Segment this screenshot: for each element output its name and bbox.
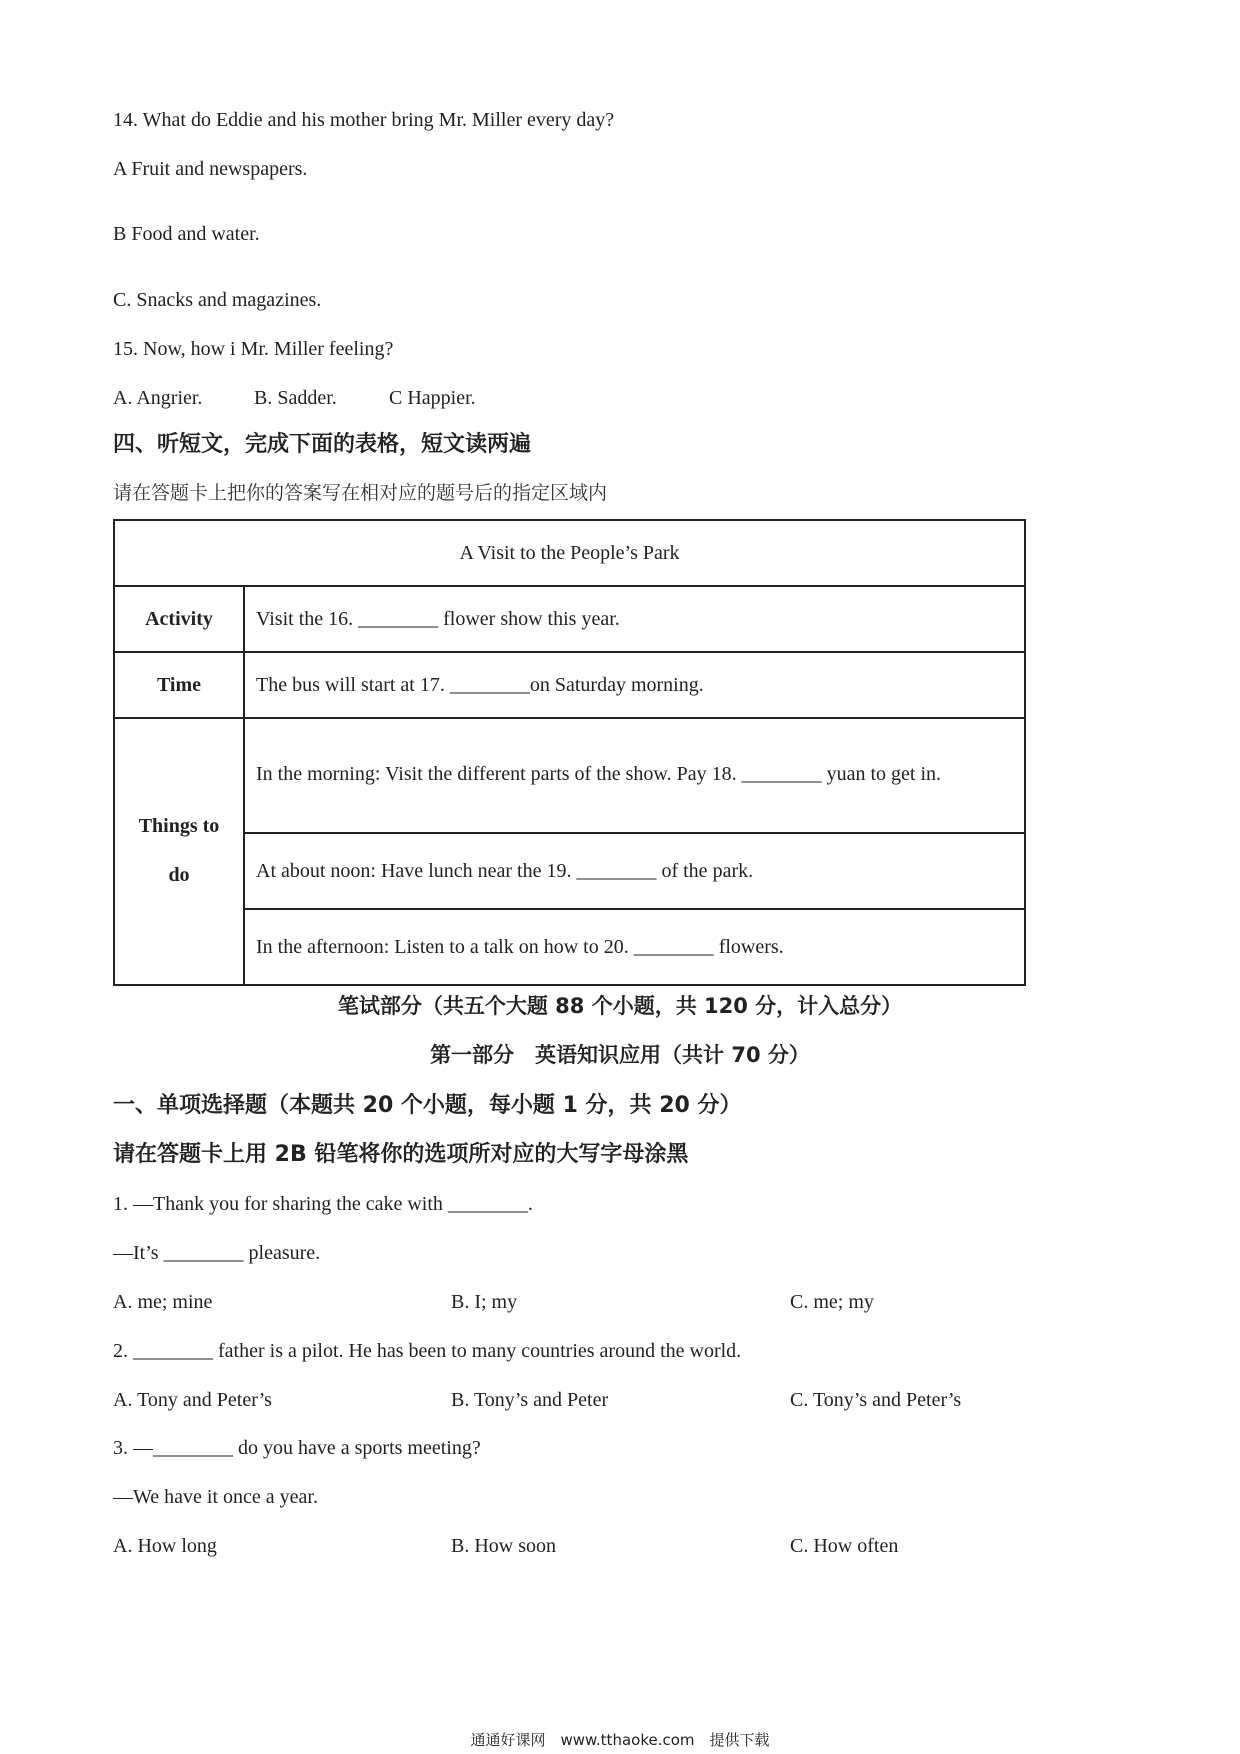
q2-option-b: B. Tony’s and Peter <box>451 1389 609 1411</box>
time-content: The bus will start at 17. ________on Saturday morning. <box>244 652 1025 718</box>
table-title: A Visit to the People’s Park <box>114 520 1025 586</box>
footer-credit: 通通好课网 www.tthaoke.com 提供下载 <box>470 1731 770 1749</box>
q15-option-c: C Happier. <box>389 387 476 409</box>
q1-line-2: —It’s ________ pleasure. <box>113 1242 321 1264</box>
q2-line-1: 2. ________ father is a pilot. He has been to many countries around the world. <box>113 1340 742 1362</box>
things-noon: At about noon: Have lunch near the 19. ________ of the park. <box>244 833 1025 909</box>
section-4-instruction: 请在答题卡上把你的答案写在相对应的题号后的指定区域内 <box>113 482 608 504</box>
q3-option-b: B. How soon <box>451 1535 557 1557</box>
q15-option-a: A. Angrier. <box>113 387 203 409</box>
q1-line-1: 1. —Thank you for sharing the cake with ________. <box>113 1193 533 1215</box>
q1-option-a: A. me; mine <box>113 1291 213 1313</box>
things-label-line1: Things to <box>138 814 220 837</box>
label-time: Time <box>114 652 244 718</box>
activity-content: Visit the 16. ________ flower show this year. <box>244 586 1025 652</box>
things-morning: In the morning: Visit the different parts of the show. Pay 18. ________ yuan to get in. <box>244 718 1025 833</box>
q3-line-1: 3. —________ do you have a sports meeting? <box>113 1437 481 1459</box>
section-1-heading: 一、单项选择题（本题共 20 个小题，每小题 1 分，共 20 分） <box>113 1093 742 1118</box>
things-afternoon: In the afternoon: Listen to a talk on how to 20. ________ flowers. <box>244 909 1025 985</box>
part-1-title: 第一部分 英语知识应用（共计 70 分） <box>430 1043 810 1067</box>
q14-option-b: B Food and water. <box>113 223 260 245</box>
q14-option-a: A Fruit and newspapers. <box>113 158 308 180</box>
q3-line-2: —We have it once a year. <box>113 1486 318 1508</box>
q1-option-b: B. I; my <box>451 1291 518 1313</box>
written-part-title: 笔试部分（共五个大题 88 个小题，共 120 分，计入总分） <box>337 994 903 1018</box>
question-15: 15. Now, how i Mr. Miller feeling? <box>113 338 394 360</box>
q15-option-b: B. Sadder. <box>254 387 337 409</box>
section-1-instruction: 请在答题卡上用 2B 铅笔将你的选项所对应的大写字母涂黑 <box>113 1142 689 1167</box>
q2-option-c: C. Tony’s and Peter’s <box>790 1389 962 1411</box>
things-label-line2: do <box>168 863 190 886</box>
visit-table <box>113 519 1026 986</box>
q1-option-c: C. me; my <box>790 1291 874 1313</box>
q3-option-c: C. How often <box>790 1535 899 1557</box>
section-4-heading: 四、听短文，完成下面的表格，短文读两遍 <box>113 432 532 457</box>
label-things-to-do <box>114 718 244 985</box>
q14-option-c: C. Snacks and magazines. <box>113 289 322 311</box>
label-activity: Activity <box>114 586 244 652</box>
q3-option-a: A. How long <box>113 1535 217 1557</box>
q2-option-a: A. Tony and Peter’s <box>113 1389 272 1411</box>
question-14: 14. What do Eddie and his mother bring Mr. Miller every day? <box>113 109 615 131</box>
